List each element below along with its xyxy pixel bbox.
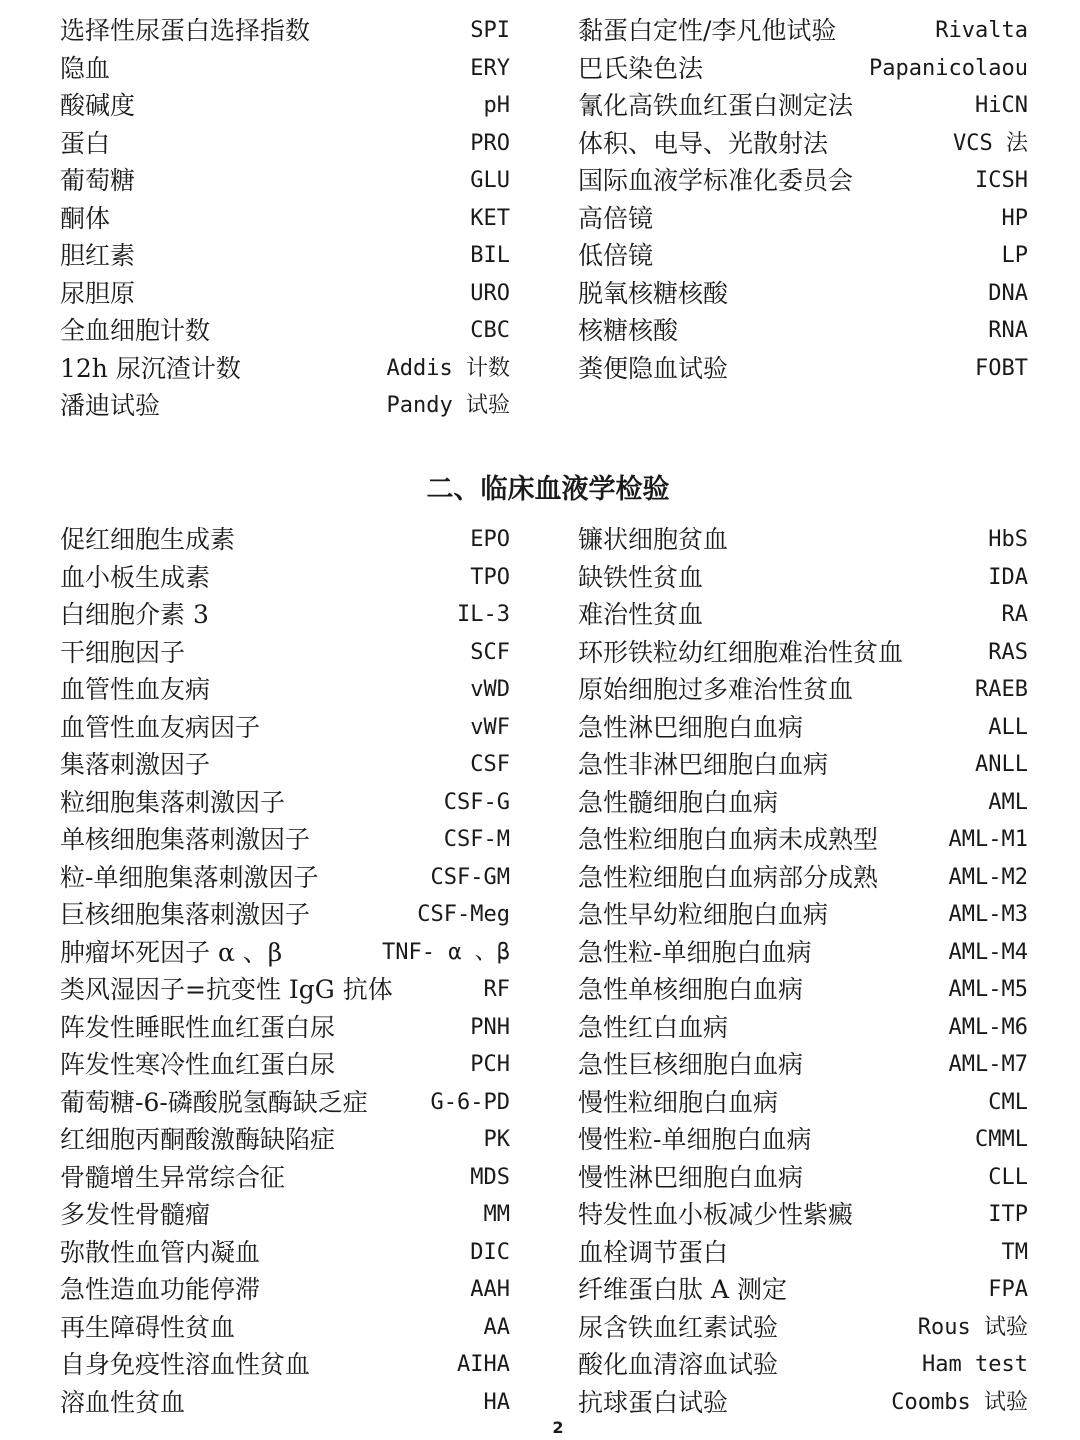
list-item <box>578 312 1028 350</box>
term-label: 慢性淋巴细胞白血病 <box>578 1162 804 1192</box>
list-item <box>60 200 510 238</box>
term-label: 慢性粒细胞白血病 <box>578 1087 779 1117</box>
list-item <box>578 237 1028 275</box>
term-label: 类风湿因子=抗变性 IgG 抗体 <box>60 975 393 1004</box>
abbreviation-label: RAS <box>988 639 1028 665</box>
term-label: 环形铁粒幼红细胞难治性贫血 <box>578 637 904 667</box>
abbreviation-label: HP <box>1001 205 1028 231</box>
term-label: 选择性尿蛋白选择指数 <box>60 16 311 45</box>
term-label: 血管性血友病 <box>60 675 211 704</box>
abbreviation-label: ITP <box>988 1202 1028 1227</box>
section2-heading: 二、临床血液学检验 <box>426 474 670 505</box>
term-label: 血管性血友病因子 <box>60 712 261 742</box>
abbreviation-label: RA <box>1001 602 1028 627</box>
abbreviation-label: TNF- α 、β <box>382 939 510 965</box>
abbreviation-label: SCF <box>470 639 510 665</box>
term-label: 急性粒细胞白血病部分成熟 <box>578 862 879 892</box>
list-item <box>578 350 1028 388</box>
list-item <box>60 896 510 934</box>
abbreviation-label: PK <box>483 1127 510 1152</box>
term-label: 粪便隐血试验 <box>578 353 729 383</box>
term-label: 尿含铁血红素试验 <box>578 1312 779 1342</box>
list-item <box>578 634 1028 672</box>
term-label: 国际血液学标准化委员会 <box>578 166 854 195</box>
term-label: 酮体 <box>60 203 111 233</box>
section1-left-column <box>60 12 510 425</box>
abbreviation-label: AML-M7 <box>948 1052 1028 1077</box>
term-label: 12h 尿沉渣计数 <box>60 353 241 383</box>
abbreviation-label: CML <box>988 1089 1028 1115</box>
list-item <box>60 596 510 634</box>
list-item <box>578 934 1028 972</box>
term-label: 胆红素 <box>60 241 136 270</box>
list-item <box>578 162 1028 200</box>
term-label: 集落刺激因子 <box>60 750 211 779</box>
abbreviation-label: RF <box>483 977 510 1002</box>
abbreviation-label: ERY <box>470 55 510 81</box>
abbreviation-label: AML <box>988 789 1028 815</box>
term-label: 急性巨核细胞白血病 <box>578 1050 804 1079</box>
list-item <box>578 521 1028 559</box>
abbreviation-label: MDS <box>470 1164 510 1190</box>
abbreviation-label: LP <box>1001 243 1028 268</box>
term-label: 阵发性睡眠性血红蛋白尿 <box>60 1012 336 1042</box>
list-item <box>578 1196 1028 1234</box>
abbreviation-label: IDA <box>988 564 1028 590</box>
list-item <box>578 1346 1028 1384</box>
term-label: 急性红白血病 <box>578 1012 729 1042</box>
list-item <box>578 596 1028 634</box>
term-label: 急性单核细胞白血病 <box>578 975 804 1004</box>
page-number: 2 <box>552 1418 564 1437</box>
abbreviation-label: pH <box>483 93 510 118</box>
list-item <box>60 387 510 425</box>
abbreviation-label: PCH <box>470 1052 510 1077</box>
list-item <box>60 1121 510 1159</box>
list-item <box>60 559 510 597</box>
abbreviation-label: VCS 法 <box>953 130 1028 156</box>
term-label: 血小板生成素 <box>60 562 211 592</box>
term-label: 粒-单细胞集落刺激因子 <box>60 862 319 892</box>
term-label: 抗球蛋白试验 <box>578 1387 729 1417</box>
abbreviation-label: AML-M1 <box>948 827 1028 852</box>
term-label: 慢性粒-单细胞白血病 <box>578 1125 812 1154</box>
abbreviation-label: Rivalta <box>935 18 1028 43</box>
abbreviation-label: AML-M6 <box>948 1014 1028 1040</box>
term-label: 高倍镜 <box>578 203 654 233</box>
term-label: 全血细胞计数 <box>60 316 211 345</box>
section1-right-column <box>578 12 1028 387</box>
list-item <box>578 200 1028 238</box>
abbreviation-label: TPO <box>470 564 510 590</box>
list-item <box>60 1346 510 1384</box>
term-label: 体积、电导、光散射法 <box>578 128 829 158</box>
list-item <box>578 275 1028 313</box>
abbreviation-label: CBC <box>470 318 510 343</box>
abbreviation-label: CSF <box>470 752 510 777</box>
term-label: 特发性血小板减少性紫癜 <box>578 1200 854 1229</box>
list-item <box>578 12 1028 50</box>
list-item <box>578 784 1028 822</box>
list-item <box>578 821 1028 859</box>
list-item <box>578 125 1028 163</box>
abbreviation-label: CSF-M <box>443 827 510 852</box>
abbreviation-label: HiCN <box>975 93 1028 118</box>
term-label: 阵发性寒冷性血红蛋白尿 <box>60 1050 336 1079</box>
term-label: 骨髓增生异常综合征 <box>60 1162 286 1192</box>
term-label: 蛋白 <box>60 128 111 158</box>
abbreviation-label: AML-M2 <box>948 864 1028 890</box>
list-item <box>60 50 510 88</box>
abbreviation-label: Addis 计数 <box>386 355 510 381</box>
abbreviation-label: G-6-PD <box>430 1089 510 1115</box>
term-label: 难治性贫血 <box>578 600 704 629</box>
term-label: 脱氧核糖核酸 <box>578 278 729 308</box>
list-item <box>578 1384 1028 1422</box>
abbreviation-label: CSF-G <box>443 789 510 815</box>
list-item <box>60 1234 510 1272</box>
list-item <box>578 671 1028 709</box>
list-item <box>60 350 510 388</box>
term-label: 单核细胞集落刺激因子 <box>60 825 311 854</box>
abbreviation-label: FPA <box>988 1277 1028 1302</box>
abbreviation-label: IL-3 <box>457 602 510 627</box>
term-label: 促红细胞生成素 <box>60 525 236 554</box>
abbreviation-label: ALL <box>988 714 1028 740</box>
term-label: 葡萄糖 <box>60 166 136 195</box>
term-label: 再生障碍性贫血 <box>60 1312 236 1342</box>
list-item <box>60 87 510 125</box>
abbreviation-label: CSF-GM <box>430 864 510 890</box>
abbreviation-label: AML-M3 <box>948 902 1028 927</box>
term-label: 潘迪试验 <box>60 391 161 420</box>
term-label: 白细胞介素 3 <box>60 600 209 629</box>
list-item <box>60 859 510 897</box>
abbreviation-label: FOBT <box>975 355 1028 381</box>
term-label: 急性粒细胞白血病未成熟型 <box>578 825 879 854</box>
abbreviation-label: AIHA <box>457 1352 510 1377</box>
list-item <box>60 709 510 747</box>
abbreviation-label: Rous 试验 <box>917 1314 1028 1340</box>
section2-right-column <box>578 521 1028 1421</box>
list-item <box>60 312 510 350</box>
list-item <box>578 1084 1028 1122</box>
list-item <box>60 12 510 50</box>
term-label: 自身免疫性溶血性贫血 <box>60 1350 311 1379</box>
term-label: 酸碱度 <box>60 91 136 120</box>
term-label: 干细胞因子 <box>60 637 186 667</box>
abbreviation-label: BIL <box>470 243 510 268</box>
term-label: 巨核细胞集落刺激因子 <box>60 900 311 929</box>
list-item <box>60 1309 510 1347</box>
list-item <box>60 784 510 822</box>
term-label: 多发性骨髓瘤 <box>60 1200 211 1229</box>
term-label: 黏蛋白定性/李凡他试验 <box>578 16 837 45</box>
abbreviation-label: Papanicolaou <box>869 55 1028 81</box>
list-item <box>578 1046 1028 1084</box>
list-item <box>578 87 1028 125</box>
abbreviation-label: GLU <box>470 168 510 193</box>
term-label: 急性造血功能停滞 <box>60 1275 261 1304</box>
list-item <box>578 1159 1028 1197</box>
abbreviation-label: KET <box>470 205 510 231</box>
abbreviation-label: ANLL <box>975 752 1028 777</box>
list-item <box>60 1009 510 1047</box>
list-item <box>578 709 1028 747</box>
list-item <box>578 1009 1028 1047</box>
abbreviation-label: PNH <box>470 1014 510 1040</box>
abbreviation-label: SPI <box>470 18 510 43</box>
term-label: 尿胆原 <box>60 278 136 308</box>
term-label: 缺铁性贫血 <box>578 562 704 592</box>
abbreviation-label: AML-M4 <box>948 939 1028 965</box>
list-item <box>578 859 1028 897</box>
abbreviation-label: Pandy 试验 <box>386 393 510 418</box>
list-item <box>60 746 510 784</box>
abbreviation-label: AAH <box>470 1277 510 1302</box>
abbreviation-label: Ham test <box>922 1352 1028 1377</box>
abbreviation-label: CMML <box>975 1127 1028 1152</box>
term-label: 巴氏染色法 <box>578 53 704 83</box>
abbreviation-label: HA <box>483 1389 510 1415</box>
term-label: 原始细胞过多难治性贫血 <box>578 675 854 704</box>
list-item <box>60 1196 510 1234</box>
list-item <box>578 1234 1028 1272</box>
list-item <box>60 634 510 672</box>
abbreviation-label: URO <box>470 280 510 306</box>
abbreviation-label: AA <box>483 1314 510 1340</box>
term-label: 酸化血清溶血试验 <box>578 1350 779 1379</box>
section2-left-column <box>60 521 510 1421</box>
term-label: 粒细胞集落刺激因子 <box>60 787 286 817</box>
list-item <box>60 1046 510 1084</box>
list-item <box>60 1384 510 1422</box>
list-item <box>60 971 510 1009</box>
term-label: 隐血 <box>60 53 111 83</box>
term-label: 核糖核酸 <box>578 316 679 345</box>
term-label: 急性粒-单细胞白血病 <box>578 937 812 967</box>
term-label: 急性早幼粒细胞白血病 <box>578 900 829 929</box>
list-item <box>60 1084 510 1122</box>
list-item <box>60 237 510 275</box>
list-item <box>60 162 510 200</box>
abbreviation-label: DIC <box>470 1239 510 1265</box>
list-item <box>60 125 510 163</box>
term-label: 肿瘤坏死因子 α 、β <box>60 937 283 967</box>
list-item <box>578 746 1028 784</box>
term-label: 急性髓细胞白血病 <box>578 787 779 817</box>
term-label: 纤维蛋白肽 A 测定 <box>578 1275 787 1304</box>
abbreviation-label: Coombs 试验 <box>891 1389 1028 1415</box>
term-label: 镰状细胞贫血 <box>578 525 729 554</box>
abbreviation-label: DNA <box>988 280 1028 306</box>
abbreviation-label: ICSH <box>975 168 1028 193</box>
abbreviation-label: RAEB <box>975 677 1028 702</box>
list-item <box>578 1271 1028 1309</box>
abbreviation-label: CLL <box>988 1164 1028 1190</box>
list-item <box>60 821 510 859</box>
term-label: 葡萄糖-6-磷酸脱氢酶缺乏症 <box>60 1087 368 1117</box>
abbreviation-label: EPO <box>470 527 510 552</box>
list-item <box>60 1159 510 1197</box>
abbreviation-label: PRO <box>470 130 510 156</box>
list-item <box>578 1121 1028 1159</box>
abbreviation-label: CSF-Meg <box>417 902 510 927</box>
list-item <box>578 896 1028 934</box>
abbreviation-label: AML-M5 <box>948 977 1028 1002</box>
abbreviation-label: MM <box>483 1202 510 1227</box>
term-label: 急性非淋巴细胞白血病 <box>578 750 829 779</box>
list-item <box>60 1271 510 1309</box>
term-label: 溶血性贫血 <box>60 1387 186 1417</box>
term-label: 红细胞丙酮酸激酶缺陷症 <box>60 1125 336 1154</box>
abbreviation-label: vWF <box>470 714 510 740</box>
list-item <box>578 50 1028 88</box>
list-item <box>60 275 510 313</box>
abbreviation-label: vWD <box>470 677 510 702</box>
term-label: 氰化高铁血红蛋白测定法 <box>578 91 854 120</box>
abbreviation-label: RNA <box>988 318 1028 343</box>
term-label: 血栓调节蛋白 <box>578 1237 729 1267</box>
list-item <box>578 559 1028 597</box>
term-label: 急性淋巴细胞白血病 <box>578 712 804 742</box>
list-item <box>578 971 1028 1009</box>
abbreviation-label: HbS <box>988 527 1028 552</box>
list-item <box>60 671 510 709</box>
list-item <box>578 1309 1028 1347</box>
list-item <box>60 521 510 559</box>
list-item <box>60 934 510 972</box>
term-label: 低倍镜 <box>578 241 654 270</box>
term-label: 弥散性血管内凝血 <box>60 1237 261 1267</box>
abbreviation-label: TM <box>1001 1239 1028 1265</box>
